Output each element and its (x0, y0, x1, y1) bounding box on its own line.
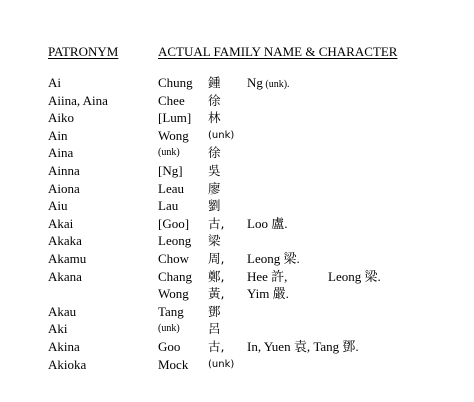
patronym-cell: Aiko (48, 110, 74, 126)
alternate-names-text: Loo 盧. (247, 215, 288, 231)
alternate-names-cell (247, 285, 289, 303)
character-cell: 劉 (208, 198, 221, 214)
header-actual-family-name: ACTUAL FAMILY NAME & CHARACTER (158, 44, 398, 59)
family-name-cell: Leau (158, 180, 184, 196)
table-row (0, 232, 474, 250)
family-name-cell: Chung (158, 75, 193, 90)
alternate-names-text: Hee 許, (247, 268, 288, 284)
patronym-cell: Akau (48, 303, 77, 319)
family-name-cell: Chow (158, 250, 190, 266)
family-name-cell: Mock (158, 356, 189, 372)
table-row (0, 320, 474, 338)
table-row (0, 144, 474, 162)
name-table (0, 74, 474, 373)
family-name-cell: Tang (158, 303, 184, 319)
character-cell: (unk) (208, 358, 235, 370)
table-row (0, 74, 474, 92)
alternate-names-text: Ng (247, 75, 263, 90)
alternate-names-note: (unk). (262, 79, 290, 90)
table-row (0, 250, 474, 268)
table-row (0, 180, 474, 198)
family-name-cell: Leong (158, 233, 192, 249)
alternate-names-cell (247, 338, 359, 356)
header-patronym: PATRONYM (48, 44, 119, 59)
alternate-names-cell-2: Leong 梁. (328, 268, 381, 284)
character-cell: 鄭, (208, 268, 225, 284)
table-row (0, 338, 474, 356)
patronym-cell: Ainna (48, 162, 80, 178)
patronym-cell: Aiu (48, 198, 68, 214)
family-name-cell: Lau (158, 198, 179, 214)
character-cell: 鄧 (208, 303, 221, 319)
character-cell: 周, (208, 250, 225, 266)
family-name-cell: Chee (158, 92, 185, 108)
table-row (0, 356, 474, 374)
table-row (0, 162, 474, 180)
character-cell: (unk) (208, 129, 235, 141)
patronym-cell: Akaka (48, 233, 82, 249)
character-cell: 吳 (208, 162, 221, 178)
alternate-names-text: In, Yuen 袁, Tang 鄧. (247, 338, 359, 354)
table-row (0, 215, 474, 233)
family-name-cell: [Goo] (158, 215, 190, 231)
patronym-cell: Aki (48, 321, 68, 337)
table-row (0, 109, 474, 127)
character-cell: 黃, (208, 286, 225, 302)
patronym-cell: Ai (48, 75, 61, 90)
alternate-names-cell (247, 215, 287, 233)
character-cell: 廖 (208, 180, 221, 196)
alternate-names-cell (247, 250, 300, 268)
character-cell: 徐 (208, 145, 221, 161)
character-cell: 徐 (208, 92, 221, 108)
table-row (0, 268, 474, 286)
patronym-cell: Ain (48, 127, 68, 143)
alternate-names-cell (247, 268, 287, 286)
table-row (0, 197, 474, 215)
character-cell: 鍾 (208, 75, 221, 90)
character-cell: 古, (208, 338, 225, 354)
patronym-cell: Akioka (48, 356, 87, 372)
patronym-cell: Akai (48, 215, 74, 231)
character-cell: 林 (208, 110, 221, 126)
patronym-cell: Akana (48, 268, 82, 284)
family-name-cell: [Ng] (158, 162, 183, 178)
family-name-cell: Goo (158, 338, 181, 354)
patronym-cell: Akina (48, 338, 80, 354)
patronym-cell: Akamu (48, 250, 87, 266)
patronym-cell: Aiona (48, 180, 80, 196)
table-row (0, 285, 474, 303)
character-cell: 古, (208, 215, 225, 231)
family-name-cell: (unk) (158, 323, 180, 335)
family-name-cell: Chang (158, 268, 192, 284)
table-row (0, 92, 474, 110)
table-row (0, 127, 474, 145)
alternate-names-text: Leong 梁. (247, 250, 300, 266)
patronym-cell: Aina (48, 145, 74, 161)
family-name-cell: Wong (158, 286, 189, 302)
character-cell: 呂 (208, 321, 221, 337)
family-name-cell: (unk) (158, 147, 180, 159)
table-row (0, 303, 474, 321)
family-name-cell: Wong (158, 127, 189, 143)
family-name-cell: [Lum] (158, 110, 192, 126)
alternate-names-text: Yim 嚴. (247, 286, 289, 302)
character-cell: 梁 (208, 233, 221, 249)
patronym-cell: Aiina, Aina (48, 92, 108, 108)
